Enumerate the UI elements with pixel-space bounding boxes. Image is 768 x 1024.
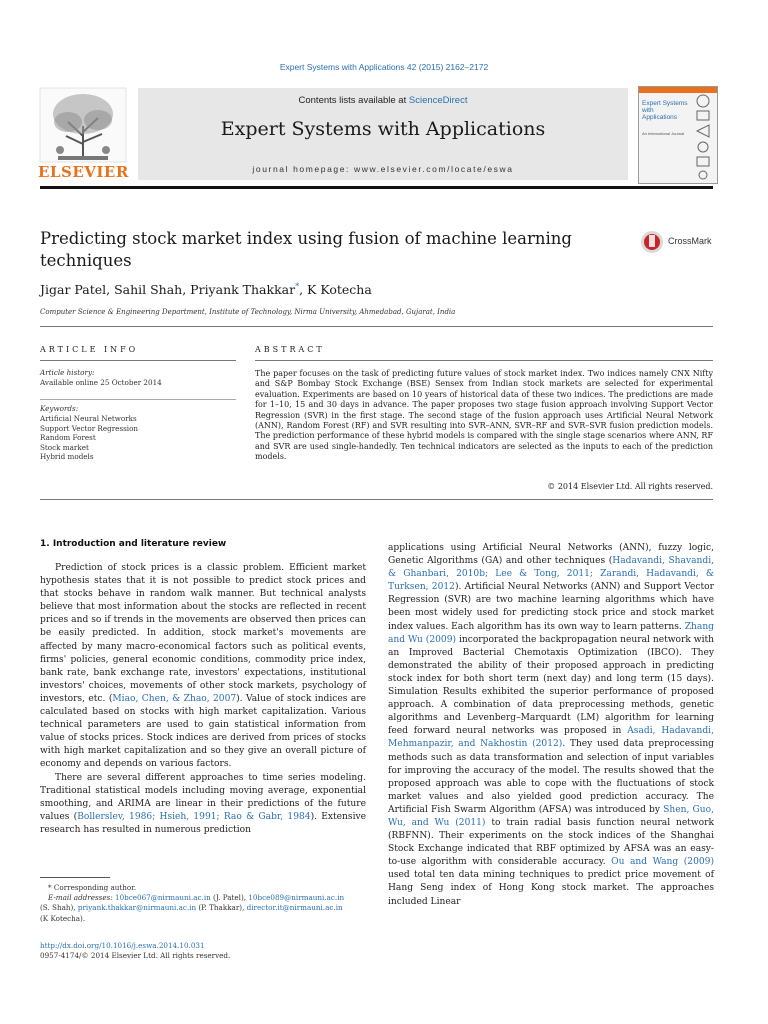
article-info-rule [40, 360, 236, 361]
authors-last: , K Kotecha [299, 282, 372, 298]
text-run: There are several different approaches to time series modeling. Traditional statistical models including moving average, exponential smoothing, and ARIMA are linear in their predictions of the future values ( [40, 772, 366, 822]
body-column-left [40, 562, 366, 837]
email-link[interactable]: director.it@nirmauni.ac.in [246, 903, 343, 913]
text-run: ). Value of stock indices are calculated based on stocks with high market capitalization. Various technical parameters are used to gain statistical information from value of stocks prices. Stock indices are derived from prices of stocks with high market capitalization and so they give an overall picture of economy and depends on various factors. [40, 693, 366, 770]
keyword-list [40, 414, 236, 462]
citation-link[interactable]: Zhang and Wu (2009) [388, 621, 714, 645]
section-heading: 1. Introduction and literature review [40, 539, 227, 549]
doi-link[interactable]: http://dx.doi.org/10.1016/j.eswa.2014.10.031 [40, 941, 205, 950]
text-run: used total ten data mining techniques to predict price movement of Hang Seng index of Hong Kong stock market. The approaches included Linear [388, 870, 714, 907]
crossmark-icon [640, 230, 664, 254]
email-owner: (K Kotecha). [40, 913, 86, 923]
keyword-item: Stock market [40, 442, 89, 452]
body-column-right [388, 542, 714, 909]
doi-block [40, 941, 370, 962]
text-run: ). Extensive research has resulted in numerous prediction [40, 811, 367, 835]
article-info-heading: ARTICLE INFO [40, 345, 139, 354]
citation-link[interactable]: Bollerslev, 1986; Hsieh, 1991; Rao & Gabr, 1984 [77, 811, 311, 822]
journal-title: Expert Systems with Applications [220, 118, 546, 140]
email-label: E-mail addresses: [48, 893, 115, 903]
crossmark-label: CrossMark [668, 236, 712, 246]
corresponding-author-mark[interactable]: * [295, 282, 300, 291]
citation-link[interactable]: Shen, Guo, Wu, and Wu (2011) [388, 804, 715, 828]
text-run: applications using Artificial Neural Networks (ANN), fuzzy logic, Genetic Algorithms (GA) and other techniques ( [388, 543, 714, 567]
authors-main: Jigar Patel, Sahil Shah, Priyank Thakkar [40, 282, 296, 298]
citation-link[interactable]: Asadi, Hadavandi, Mehmanpazir, and Nakhostin (2012) [388, 726, 714, 750]
title-rule [40, 326, 713, 327]
abstract-rule [255, 360, 713, 361]
history-label: Article history: [40, 368, 95, 377]
contents-prefix: Contents lists available at [298, 95, 409, 106]
contents-line [138, 95, 628, 106]
corresponding-note [40, 883, 370, 893]
header-rule [40, 186, 713, 189]
paragraph [40, 772, 366, 837]
keyword-item: Random Forest [40, 433, 96, 443]
text-run: ). Artificial Neural Networks (ANN) and Support Vector Regression (SVR) are two machine learning algorithms which have been most widely used for predicting stock price and stock market index values. Each algorithm has its own way to learn patterns. [388, 582, 714, 632]
keyword-item: Support Vector Regression [40, 423, 139, 433]
keywords-rule [40, 399, 236, 400]
paper-title: Predicting stock market index using fusion of machine learning techniques [40, 229, 572, 270]
journal-reference[interactable]: Expert Systems with Applications 42 (2015) 2162–2172 [279, 62, 489, 72]
history-value: Available online 25 October 2014 [40, 378, 162, 387]
abstract-copyright: © 2014 Elsevier Ltd. All rights reserved. [547, 482, 713, 491]
text-run: . They used data preprocessing methods such as data transformation and selection of input variables for improving the accuracy of the model. The results showed that the proposed approach was able to cope with the fluctuations of stock market values and also yielded good prediction accuracy. The Artificial Fish Swarm Algorithm (AFSA) was introduced by [388, 739, 714, 815]
sciencedirect-link[interactable]: ScienceDirect [408, 95, 468, 106]
footnote [40, 883, 370, 924]
text-run: incorporated the backpropagation neural network with an Improved Bacterial Chemotaxis Optimization (IBCO). They demonstrated the ability of their proposed approach in predicting stock index for both short term (next day) and long term (15 days). Simulation Results exhibited the superior performance of proposed approach. A combination of data preprocessing methods, genetic algorithms and Levenberg–Marquardt (LM) algorithm for learning feed forward neural networks was proposed in [388, 634, 714, 737]
email-owner: (S. Shah), [40, 903, 78, 913]
citation-link[interactable]: Ou and Wang (2009) [611, 857, 714, 868]
cover-title: Expert Systems with Applications [642, 100, 688, 121]
abstract-text: The paper focuses on the task of predicting future values of stock market index. Two indices namely CNX Nifty and S&P Bombay Stock Exchange (BSE) Sensex from Indian stock markets are selected for experimental evaluation. Experiments are based on 10 years of historical data of these two indices. The predictions are made for 1–10, 15 and 30 days in advance. The paper proposes two stage fusion approach involving Support Vector Regression (SVR) in the first stage. The second stage of the fusion approach uses Artificial Neural Network (ANN), Random Forest (RF) and SVR resulting into SVR–ANN, SVR–RF and SVR–SVR fusion prediction models. The prediction performance of these hybrid models is compared with the single stage scenarios where ANN, RF and SVR are used single-handedly. Ten technical indicators are selected as the inputs to each of the prediction models. [255, 369, 713, 462]
email-line [40, 914, 370, 924]
email-link[interactable]: priyank.thakkar@nirmauni.ac.in [77, 903, 197, 913]
keyword-item: Artificial Neural Networks [40, 414, 137, 423]
abstract-bottom-rule [40, 499, 713, 500]
email-line [40, 903, 370, 913]
keywords-label: Keywords: [40, 404, 79, 413]
email-line [40, 893, 370, 903]
citation-link[interactable]: Miao, Chen, & Zhao, 2007 [112, 693, 237, 704]
email-owner: (P. Thakkar), [196, 903, 247, 913]
text-run: Prediction of stock prices is a classic problem. Efficient market hypothesis states that it is not possible to predict stock prices and that stocks behave in random walk manner. But technical analysts believe that most information about the stocks are reflected in recent prices and so if trends in the movements are observed then prices can be easily predicted. In addition, stock market's movements are affected by many macro-economical factors such as political events, firms' policies, general economic conditions, commodity price index, bank rate, bank exchange rate, investors' expectations, institutional investors' choices, movements of other stock markets, psychology of investors, etc. ( [40, 563, 366, 704]
issn-line: 0957-4174/© 2014 Elsevier Ltd. All rights reserved. [40, 951, 231, 961]
footnote-mark: * [48, 883, 52, 892]
footnote-rule [40, 877, 110, 878]
paragraph [40, 562, 366, 772]
corresponding-text: Corresponding author. [53, 883, 137, 892]
crossmark-badge[interactable] [640, 230, 720, 254]
email-owner: (J. Patel), [210, 893, 249, 903]
email-link[interactable]: 10bce089@nirmauni.ac.in [248, 893, 345, 903]
citation-link[interactable]: Hadavandi, Shavandi, & Ghanbari, 2010b; Lee & Tong, 2011; Zarandi, Hadavandi, & Turksen, 2012 [388, 556, 714, 593]
affiliation: Computer Science & Engineering Department, Institute of Technology, Nirma University, Ahmedabad, Gujarat, India [40, 308, 456, 316]
abstract-heading: ABSTRACT [255, 345, 325, 354]
publisher-name: ELSEVIER [38, 163, 129, 181]
cover-subtitle: An International Journal [642, 131, 685, 136]
keyword-item: Hybrid models [40, 452, 94, 462]
email-link[interactable]: 10bce067@nirmauni.ac.in [115, 893, 211, 903]
author-list [40, 282, 640, 297]
paragraph [388, 542, 714, 909]
text-run: to train radial basis function neural network (RBFNN). Their experiments on the stock indices of the Shanghai Stock Exchange indicated that RBF optimized by AFSA was an easy-to-use algorithm with considerable accuracy. [388, 817, 714, 868]
journal-homepage: journal homepage: www.elsevier.com/locate/eswa [252, 164, 514, 174]
